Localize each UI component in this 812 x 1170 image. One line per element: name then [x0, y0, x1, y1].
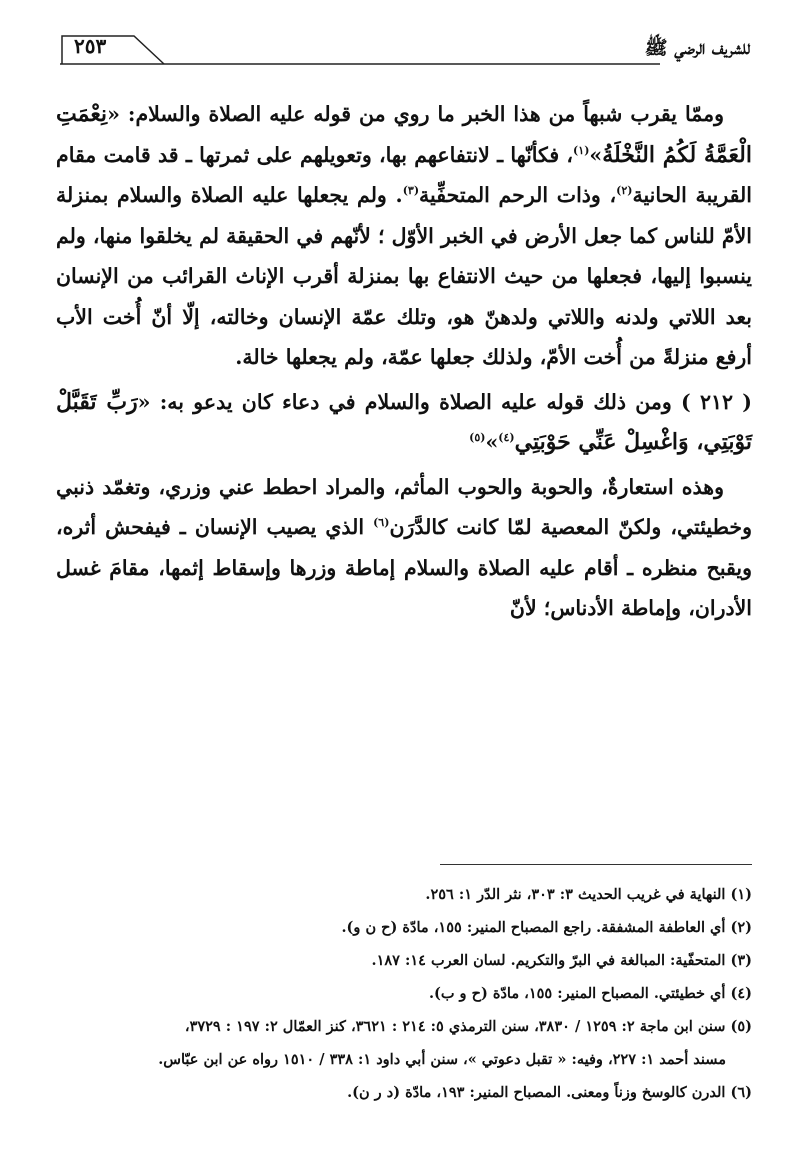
footnotes	[56, 878, 752, 1109]
footnote-separator	[440, 864, 752, 865]
hadith-quote-2: رَبِّ تَقَبَّلْ تَوْبَتِي، وَاغْسِلْ عَنِّي حَوْبَتِي	[56, 388, 752, 455]
footnote-marker-2[interactable]: (٢)	[616, 184, 633, 198]
footnote-4: (٤) أي خطيئتي. المصباح المنير: ١٥٥، مادّة (ح و ب).	[428, 985, 752, 1002]
footnote-marker-6[interactable]: (٦)	[373, 516, 390, 530]
p1-text-b: »	[589, 142, 603, 167]
hadith-quote-1: نِعْمَتِ الْعَمَّةُ لَكُمُ النَّخْلَةُ	[56, 101, 752, 168]
p1-text-e: . ولم يجعلها عليه الصلاة والسلام بمنزلة الأمّ للناس كما جعل الأرض في الخبر الأوّل ؛ لأنّهم في الحقيقة لم يخلقوا منها، ولم ينسبوا إليها، فجعلها من حيث الانتفاع بها بمنزلة أقرب الإناث القرائب من الإنسان بعد اللاتي ولدنه واللاتي ولدهنّ هو، وتلك عمّة الإنسان وخالته، إلّا أنّ أُخت الأب أرفع منزلةً من أُخت الأمّ، ولذلك جعلها عمّة، ولم يجعلها خالة.	[56, 183, 752, 369]
paragraph-2	[56, 382, 752, 463]
p1-text-a: وممّا يقرب شبهاً من هذا الخبر ما روي من قوله عليه الصلاة والسلام: «	[107, 102, 724, 126]
footnote-6: (٦) الدرن كالوسخ وزناً ومعنى. المصباح المنير: ١٩٣، مادّة (د ر ن).	[347, 1084, 752, 1101]
entry-number: ( ٢١٢ )	[681, 389, 753, 414]
running-header	[60, 30, 750, 66]
p1-text-c: ، فكأنّها ـ لانتفاعهم بها، وتعويلهم على ثمرتها ـ قد قامت مقام القريبة الحانية	[56, 142, 752, 207]
p2-text-a: ومن ذلك قوله عليه الصلاة والسلام في دعاء كان يدعو به: «	[137, 389, 682, 414]
paragraph-3	[56, 467, 752, 629]
footnote-marker-3[interactable]: (٣)	[402, 184, 420, 198]
footnote-1: (١) النهاية في غريب الحديث ٣: ٣٠٣، نثر الدّر ١: ٢٥٦.	[425, 886, 752, 903]
p2-text-b: »	[485, 430, 499, 454]
p3-text-b: الذي يصيب الإنسان ـ فيفحش أثره، ويقبح منظره ـ أقام عليه الصلاة والسلام إماطة وزرها وإسقاط إثمها، مقامَ غسل الأدران، وإماطة الأدناس؛ لأنّ	[56, 515, 752, 620]
main-text	[56, 94, 752, 629]
p1-text-d: ، وذات الرحم المتحفِّية	[419, 183, 617, 207]
paragraph-1	[56, 94, 752, 378]
footnote-2: (٢) أي العاطفة المشفقة. راجع المصباح المنير: ١٥٥، مادّة (ح ن و).	[341, 919, 752, 936]
page-number: ٢٥٣	[74, 34, 107, 58]
footnote-5: (٥) سنن ابن ماجة ٢: ١٢٥٩ / ٣٨٣٠، سنن الترمذي ٥: ٢١٤ : ٣٦٢١، كنز العمّال ٢: ١٩٧ : ٣٧٢٩،	[184, 1018, 752, 1035]
header-title: للشريف الرضي ﷺ	[644, 37, 750, 59]
footnote-5-continued: مسند أحمد ١: ٢٢٧، وفيه: « تقبل دعوتي »، سنن أبي داود ١: ٣٣٨ / ١٥١٠ رواه عن ابن عبّاس.	[158, 1051, 726, 1068]
p3-text-a: وهذه استعارةٌ، والحوبة والحوب المأثم، والمراد احطط عني وزري، وتغمّد ذنبي وخطيئتي، ولكنّ المعصية لمّا كانت كالدَّرَن	[56, 474, 752, 539]
footnote-3: (٣) المتحفّية: المبالغة في البرّ والتكريم. لسان العرب ١٤: ١٨٧.	[371, 952, 752, 969]
footnote-marker-1[interactable]: (١)	[573, 143, 590, 157]
footnote-marker-4[interactable]: (٤)	[498, 431, 515, 445]
footnote-marker-5[interactable]: (٥)	[469, 431, 486, 445]
